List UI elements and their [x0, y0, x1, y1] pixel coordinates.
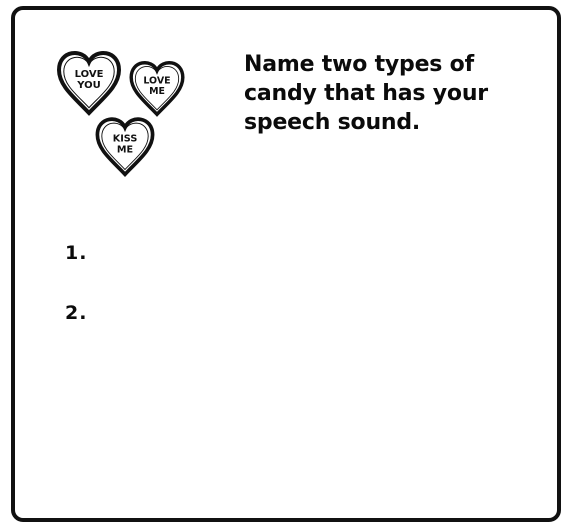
worksheet-prompt: Name two types of candy that has your speech sound. — [244, 52, 488, 135]
heart-3-line-1: KISS — [112, 133, 138, 145]
answer-number-2: 2. — [65, 302, 88, 324]
candy-hearts-image — [59, 46, 189, 194]
heart-love-you-icon — [59, 53, 119, 113]
heart-2-line-2: ME — [149, 85, 165, 97]
candy-hearts-clipart — [59, 46, 189, 194]
heart-kiss-me-icon — [97, 119, 152, 174]
worksheet-card — [11, 6, 561, 522]
heart-1-line-2: YOU — [77, 80, 101, 91]
heart-2-line-1: LOVE — [143, 75, 171, 87]
heart-love-me-icon — [131, 63, 183, 115]
heart-3-line-2: ME — [116, 144, 134, 156]
heart-1-line-1: LOVE — [74, 69, 104, 80]
answer-number-1: 1. — [65, 242, 88, 264]
